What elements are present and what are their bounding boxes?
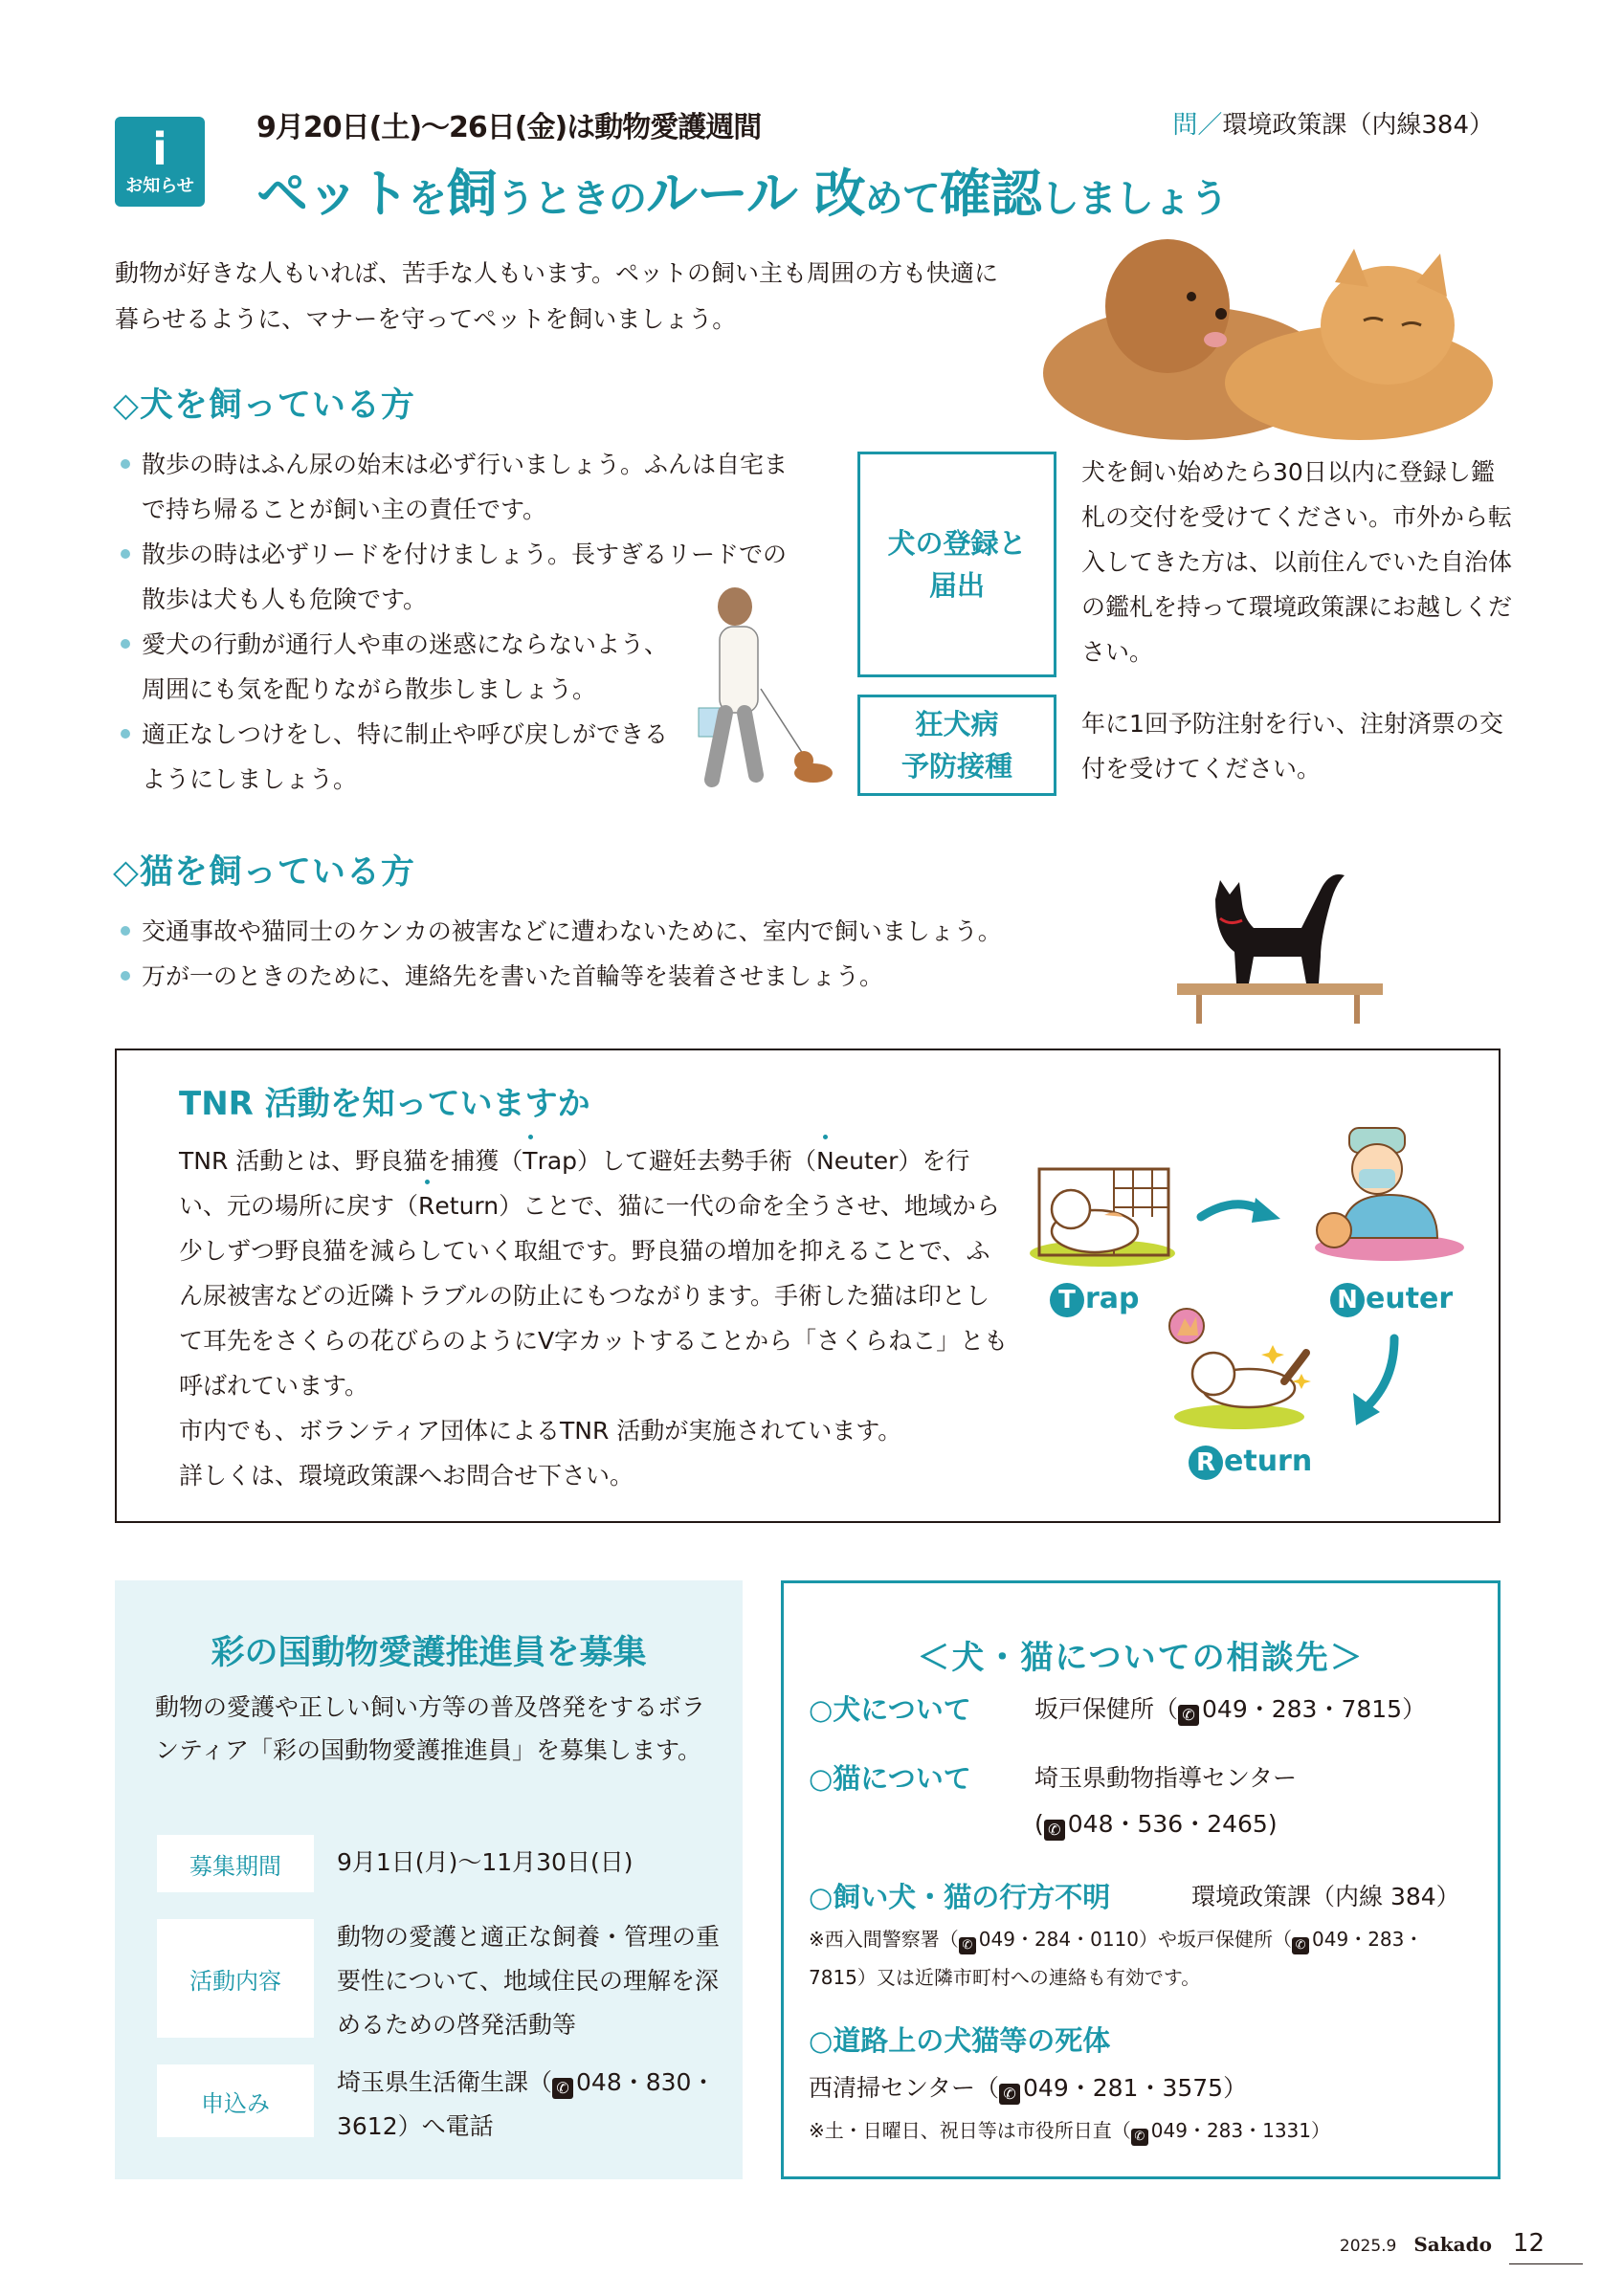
phone-icon: ✆: [1044, 1820, 1065, 1841]
org-name: 坂戸保健所（: [1034, 1695, 1179, 1723]
missing-pet-contact: 環境政策課（内線 384）: [1191, 1883, 1460, 1910]
label-cap: N: [1330, 1283, 1365, 1317]
title-part: しましょう: [1040, 177, 1228, 221]
phone-number: 049・281・3575: [1023, 2074, 1224, 2102]
dog-registration-text: 犬を飼い始めたら30日以内に登録し鑑札の交付を受けてください。市外から転入してきた方は、以前住んでいた自治体の鑑札を持って環境政策課にお越しください。: [1081, 458, 1513, 666]
dog-contact-value: [1034, 1690, 1426, 1726]
tnr-info-box: [115, 1049, 1501, 1523]
label-line: 予防接種: [900, 750, 1012, 783]
phone-number: 049・283・1331: [1150, 2119, 1312, 2142]
inquiry-prefix: 問／: [1172, 111, 1223, 140]
volunteer-heading: 彩の国動物愛護推進員を募集: [211, 1634, 647, 1672]
text-run: ）: [1402, 1695, 1427, 1723]
phone-number: 048・830・3612: [337, 2068, 716, 2140]
emphasis-letter: T: [522, 1138, 537, 1183]
label-rest: rap: [1085, 1282, 1140, 1315]
list-item: 散歩の時はふん尿の始末は必ず行いましょう。ふんは自宅まで持ち帰ることが飼い主の責任です。: [115, 442, 804, 532]
phone-icon: ✆: [1178, 1705, 1199, 1726]
list-item: 適正なしつけをし、特に制止や呼び戻しができるようにしましょう。: [115, 712, 689, 802]
return-label: [1189, 1445, 1312, 1480]
phone-icon: ✆: [959, 1937, 976, 1954]
list-item: 散歩の時は必ずリードを付けましょう。長すぎるリードでの散歩は犬も人も危険です。: [115, 532, 804, 622]
dog-registration-label: [857, 452, 1056, 677]
label-line: 狂犬病: [915, 708, 999, 740]
consultation-heading: ＜犬・猫についての相談先＞: [917, 1639, 1365, 1677]
list-item: 万が一のときのために、連絡先を書いた首輪等を装着させましょう。: [115, 954, 1120, 999]
road-carcass-contact: [809, 2069, 1247, 2105]
consultation-contacts-panel: [781, 1580, 1501, 2179]
text-run: 埼玉県生活衛生課（: [337, 2068, 553, 2096]
magazine-name: Sakado: [1413, 2233, 1492, 2256]
intro-line: 暮らせるように、マナーを守ってペットを飼いましょう。: [115, 305, 737, 333]
cat-in-trap-illustration: [1028, 1159, 1181, 1274]
neuter-label: [1330, 1282, 1453, 1317]
dog-section-heading: ◇犬を飼っている方: [113, 386, 415, 425]
cat-rules-list: [115, 909, 1120, 999]
emphasis-letter: N: [816, 1138, 834, 1183]
title-part: めて: [864, 177, 940, 221]
info-badge: [115, 117, 205, 207]
tnr-paragraph: 市内でも、ボランティア団体によるTNR 活動が実施されています。: [179, 1417, 902, 1445]
tnr-body-text: [179, 1138, 1012, 1498]
emphasis-letter: R: [418, 1183, 434, 1228]
black-cat-on-shelf-illustration: [1177, 861, 1388, 1026]
dog-contact-heading: ○犬について: [809, 1693, 971, 1726]
missing-pet-heading: ○飼い犬・猫の行方不明: [809, 1881, 1111, 1913]
application-label: 申込み: [157, 2064, 314, 2137]
text-run: rap）して避妊去勢手術（: [537, 1147, 817, 1175]
info-badge-label: お知らせ: [125, 176, 194, 196]
list-item: 交通事故や猫同士のケンカの被害などに遭わないために、室内で飼いましょう。: [115, 909, 1120, 954]
page-number: 12: [1509, 2229, 1583, 2264]
road-carcass-heading: ○道路上の犬猫等の死体: [809, 2024, 1111, 2057]
dog-and-cat-photo: [1034, 230, 1512, 450]
title-part: ルール: [646, 164, 814, 224]
cat-contact-heading: ○猫について: [809, 1762, 971, 1795]
info-icon: i: [152, 123, 167, 175]
rabies-vaccination-label: [857, 695, 1056, 796]
missing-pet-note: [809, 1920, 1478, 1997]
inquiry-text: 環境政策課（内線384）: [1222, 111, 1494, 140]
tnr-heading: TNR 活動を知っていますか: [179, 1085, 590, 1123]
label-rest: euter: [1366, 1282, 1454, 1315]
text-run: ※西入間警察署（: [809, 1928, 959, 1951]
cat-contact-phone: ( ✆ 048・536・2465): [1034, 1810, 1278, 1839]
label-line: 届出: [928, 569, 985, 602]
list-item: 愛犬の行動が通行人や車の迷惑にならないよう、周囲にも気を配りながら散歩しましょう。: [115, 622, 689, 712]
phone-number: 049・283・7815: [809, 1928, 1424, 1989]
phone-number: 049・284・0110: [978, 1928, 1140, 1951]
recruitment-period-value: 9月1日(月)～11月30日(日): [337, 1848, 634, 1876]
text-run: eturn）ことで、猫に一代の命を全うさせ、地域から少しずつ野良猫を減らしていく取組です。野良猫の増加を抑えることで、ふん尿被害などの近隣トラブルの防止にもつながります。手術した猫は印として耳先をさくらの花びらのようにV字カットすることから「さくらねこ」とも呼ばれています。: [179, 1192, 1009, 1400]
trap-label: [1050, 1282, 1140, 1317]
volunteer-intro: 動物の愛護や正しい飼い方等の普及啓発をするボランティア「彩の国動物愛護推進員」を募集します。: [155, 1693, 706, 1764]
title-part: 改: [813, 164, 865, 224]
org-name: 西清掃センター（: [809, 2074, 1000, 2102]
activity-content-label: 活動内容: [157, 1919, 314, 2038]
label-line: 犬の登録と: [887, 527, 1027, 560]
phone-icon: ✆: [999, 2084, 1020, 2105]
title-part: 確認: [939, 164, 1041, 224]
text-run: ※土・日曜日、祝日等は市役所日直（: [809, 2119, 1131, 2142]
page-footer: [1340, 2229, 1583, 2264]
label-rest: eturn: [1224, 1445, 1313, 1478]
title-part: うときの: [497, 177, 646, 221]
text-run: ）: [1223, 2074, 1248, 2102]
page-title: [256, 153, 1228, 227]
tnr-paragraph: 詳しくは、環境政策課へお問合せ下さい。: [179, 1462, 634, 1490]
phone-icon: ✆: [552, 2078, 573, 2099]
rabies-vaccination-text: 年に1回予防注射を行い、注射済票の交付を受けてください。: [1081, 710, 1503, 783]
issue-date: 2025.9: [1339, 2237, 1397, 2256]
arrow-right-icon: [1196, 1190, 1282, 1228]
label-cap: T: [1050, 1283, 1084, 1317]
title-part: ペット: [256, 164, 409, 224]
text-run: ）や坂戸保健所（: [1139, 1928, 1293, 1951]
phone-number: 049・283・7815: [1202, 1695, 1403, 1723]
text-run: ）又は近隣市町村への連絡も有効です。: [856, 1966, 1201, 1989]
text-run: ）へ電話: [397, 2112, 494, 2140]
phone-number: 048・536・2465: [1067, 1810, 1268, 1838]
cat-section-heading: ◇猫を飼っている方: [113, 853, 415, 892]
recruitment-period-label: 募集期間: [157, 1835, 314, 1892]
happy-cat-returned-illustration: [1158, 1307, 1321, 1431]
intro-line: 動物が好きな人もいれば、苦手な人もいます。ペットの飼い主も周囲の方も快適に: [115, 259, 999, 287]
vet-surgery-illustration: [1303, 1123, 1466, 1267]
road-carcass-note: [809, 2111, 1330, 2150]
phone-icon: ✆: [1131, 2129, 1148, 2146]
title-part: を: [409, 177, 446, 221]
inquiry-contact: [1172, 105, 1494, 141]
title-part: 飼: [446, 164, 497, 224]
phone-icon: ✆: [1292, 1937, 1309, 1954]
intro-text: [115, 251, 1072, 342]
application-value: [337, 2061, 720, 2149]
text-run: euter）を行い、元の場所に戻す（: [179, 1147, 970, 1220]
text-run: TNR 活動とは、野良猫を捕獲（: [179, 1147, 523, 1175]
activity-content-value: 動物の愛護と適正な飼養・管理の重要性について、地域住民の理解を深めるための啓発活動等: [337, 1923, 721, 2039]
arrow-down-left-icon: [1351, 1334, 1409, 1429]
label-cap: R: [1189, 1446, 1223, 1480]
volunteer-recruitment-panel: [115, 1580, 743, 2179]
cat-contact-org: 埼玉県動物指導センター: [1034, 1764, 1298, 1792]
person-walking-dog-illustration: [670, 584, 842, 799]
event-subheading: 9月20日(土)～26日(金)は動物愛護週間: [256, 111, 762, 144]
text-run: ）: [1311, 2119, 1331, 2142]
